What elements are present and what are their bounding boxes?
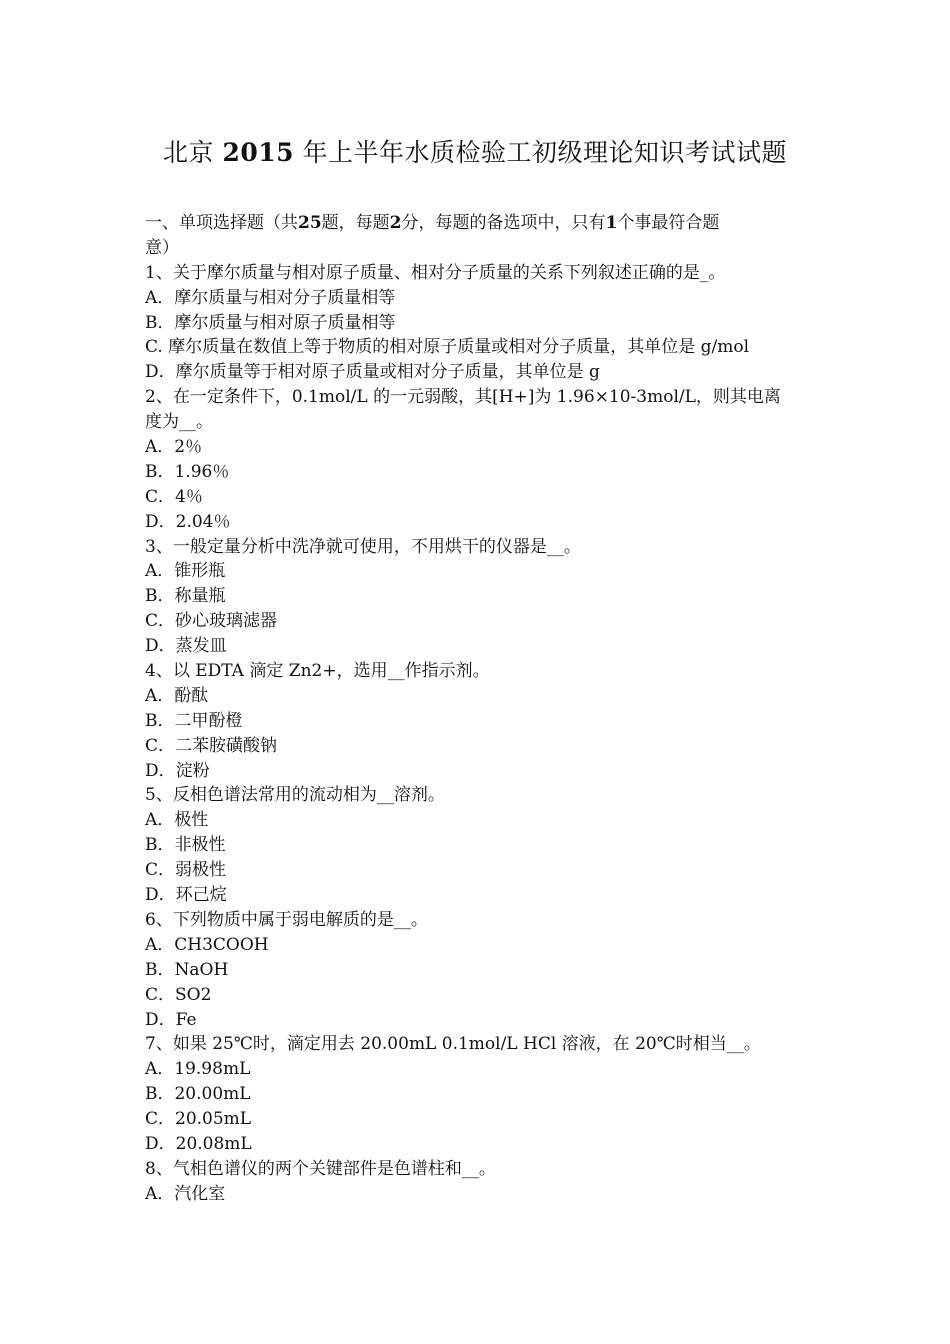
question-stem: 6、下列物质中属于弱电解质的是__。	[145, 909, 428, 930]
title-year: 2015	[222, 138, 295, 167]
section-intro-c: 分，每题的备选项中，只有	[401, 213, 606, 233]
question-stem: 3、一般定量分析中洗净就可使用，不用烘干的仪器是__。	[145, 536, 581, 557]
question-count: 25	[298, 213, 322, 233]
section-intro-d: 个事最符合题	[617, 213, 720, 233]
question-stem: 2、在一定条件下，0.1mol/L 的一元弱酸，其[H+]为 1.96×10-3mol/L，则其电离	[145, 387, 781, 408]
option: A．摩尔质量与相对分子质量相等	[145, 287, 396, 308]
option: C．SO2	[145, 984, 212, 1005]
option: D．Fe	[145, 1009, 197, 1030]
option: D．淀粉	[145, 760, 210, 781]
section-intro-a: 一、单项选择题（共	[145, 213, 298, 233]
option: D．2.04％	[145, 511, 231, 532]
option: B．称量瓶	[145, 586, 226, 607]
option: A．汽化室	[145, 1183, 226, 1204]
option: C．4％	[145, 486, 203, 507]
option: D．环己烷	[145, 885, 227, 906]
option: A．CH3COOH	[145, 934, 269, 955]
question-stem: 4、以 EDTA 滴定 Zn2+，选用__作指示剂。	[145, 661, 490, 682]
option: B．NaOH	[145, 959, 229, 980]
option: B．20.00mL	[145, 1084, 251, 1105]
title-part2: 年上半年水质检验工初级理论知识考试试题	[302, 138, 788, 167]
option: A．极性	[145, 810, 209, 831]
option: C. 摩尔质量在数值上等于物质的相对原子质量或相对分子质量，其单位是 g/mol	[145, 337, 750, 358]
question-stem-cont: 度为__。	[145, 412, 213, 433]
option: C．砂心玻璃滤器	[145, 611, 278, 632]
answer-count: 1	[605, 213, 618, 233]
section-heading	[145, 211, 810, 236]
option: B．二甲酚橙	[145, 710, 243, 731]
option: C．弱极性	[145, 860, 227, 881]
question-stem: 8、气相色谱仪的两个关键部件是色谱柱和__。	[145, 1158, 496, 1179]
document-title	[0, 136, 950, 170]
option: A．2％	[145, 437, 203, 458]
option: A．酚酞	[145, 685, 209, 706]
option: D．蒸发皿	[145, 636, 227, 657]
points-per-question: 2	[389, 213, 402, 233]
option: B．摩尔质量与相对原子质量相等	[145, 312, 396, 333]
title-part1: 北京	[162, 138, 214, 167]
option: A．锥形瓶	[145, 561, 226, 582]
section-heading-cont: 意）	[145, 237, 179, 258]
question-stem: 5、反相色谱法常用的流动相为__溶剂。	[145, 785, 445, 806]
option: B．1.96％	[145, 461, 230, 482]
option: A．19.98mL	[145, 1059, 251, 1080]
option: C．二苯胺磺酸钠	[145, 735, 278, 756]
question-stem: 7、如果 25℃时，滴定用去 20.00mL 0.1mol/L HCl 溶液，在 20℃时相当__。	[145, 1034, 761, 1055]
option: B．非极性	[145, 835, 226, 856]
option: D．摩尔质量等于相对原子质量或相对分子质量，其单位是 g	[145, 362, 600, 383]
option: C．20.05mL	[145, 1109, 252, 1130]
option: D．20.08mL	[145, 1133, 252, 1154]
document-body	[145, 211, 810, 1207]
section-intro-b: 题，每题	[321, 213, 390, 233]
question-stem: 1、关于摩尔质量与相对原子质量、相对分子质量的关系下列叙述正确的是_。	[145, 262, 726, 283]
